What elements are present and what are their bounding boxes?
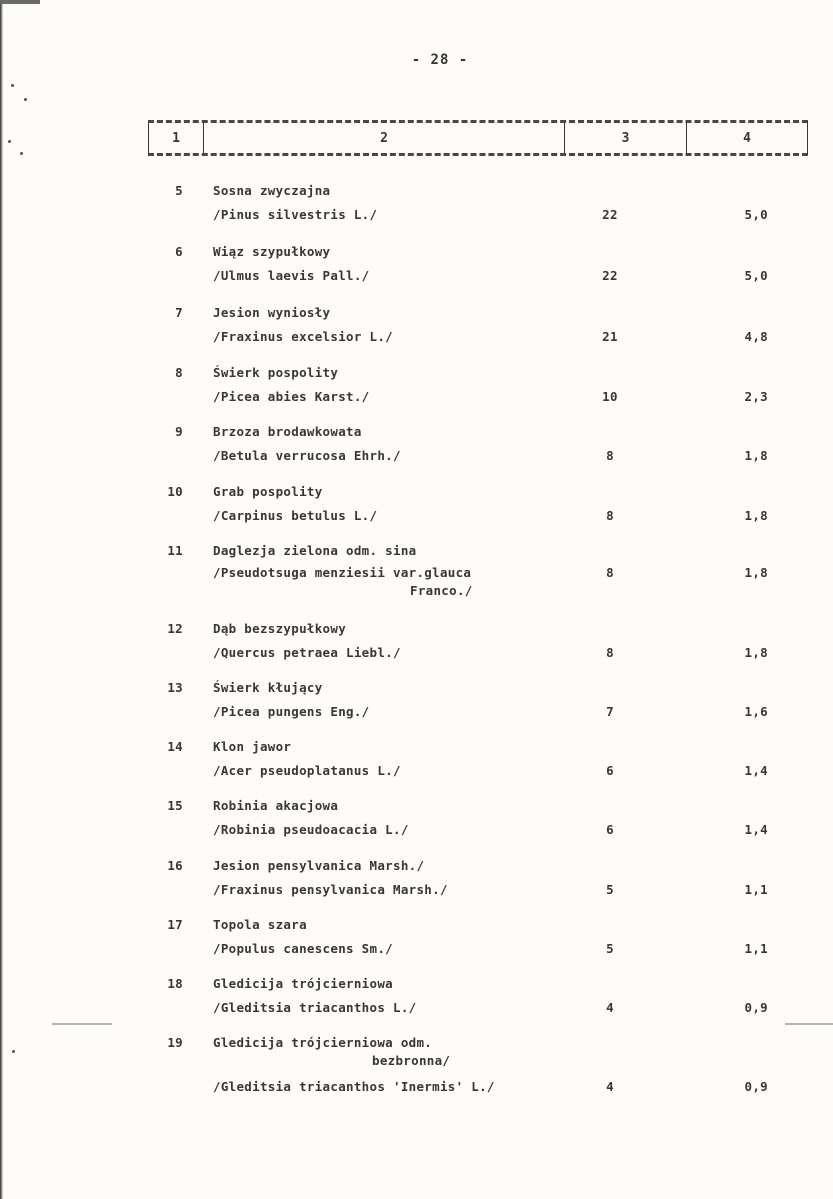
row-number: 15 (167, 798, 183, 813)
latin-name-continued: Franco./ (410, 583, 473, 598)
row-number: 6 (175, 244, 183, 259)
latin-name: /Carpinus betulus L./ (213, 508, 378, 523)
row-number: 12 (167, 621, 183, 636)
latin-name: /Acer pseudoplatanus L./ (213, 763, 401, 778)
percent-value: 0,9 (744, 1000, 768, 1015)
row-number: 14 (167, 739, 183, 754)
latin-name: /Betula verrucosa Ehrh./ (213, 448, 401, 463)
latin-name: /Picea abies Karst./ (213, 389, 370, 404)
polish-name: Brzoza brodawkowata (213, 424, 362, 439)
count-value: 8 (606, 448, 614, 463)
latin-name: /Quercus petraea Liebl./ (213, 645, 401, 660)
polish-name: Daglezja zielona odm. sina (213, 543, 417, 558)
polish-name: Wiąz szypułkowy (213, 244, 331, 259)
column-header-2: 2 (204, 123, 565, 153)
table-header (148, 120, 808, 156)
row-number: 8 (175, 365, 183, 380)
count-value: 8 (606, 565, 614, 580)
row-number: 11 (167, 543, 183, 558)
row-number: 5 (175, 183, 183, 198)
polish-name: Jesion wyniosły (213, 305, 331, 320)
count-value: 7 (606, 704, 614, 719)
row-number: 9 (175, 424, 183, 439)
percent-value: 1,8 (744, 565, 768, 580)
row-number: 17 (167, 917, 183, 932)
count-value: 22 (602, 268, 618, 283)
polish-name: Sosna zwyczajna (213, 183, 331, 198)
percent-value: 0,9 (744, 1079, 768, 1094)
scan-corner-shadow (0, 0, 40, 4)
count-value: 6 (606, 763, 614, 778)
row-number: 16 (167, 858, 183, 873)
row-number: 18 (167, 976, 183, 991)
polish-name: Topola szara (213, 917, 307, 932)
polish-name-continued: bezbronna/ (372, 1053, 451, 1068)
row-number: 19 (167, 1035, 183, 1050)
percent-value: 4,8 (744, 329, 768, 344)
polish-name: Gledicija trójcierniowa (213, 976, 393, 991)
percent-value: 1,1 (744, 941, 768, 956)
count-value: 8 (606, 508, 614, 523)
count-value: 22 (602, 207, 618, 222)
count-value: 4 (606, 1079, 614, 1094)
column-header-1: 1 (149, 123, 204, 153)
latin-name: /Populus canescens Sm./ (213, 941, 393, 956)
margin-mark-right (785, 1023, 833, 1025)
latin-name: /Pseudotsuga menziesii var.glauca (213, 565, 472, 580)
scan-edge-shadow (0, 0, 3, 1199)
count-value: 5 (606, 882, 614, 897)
polish-name: Świerk kłujący (213, 680, 323, 695)
latin-name: /Fraxinus pensylvanica Marsh./ (213, 882, 448, 897)
column-header-4: 4 (743, 130, 751, 146)
row-number: 7 (175, 305, 183, 320)
count-value: 5 (606, 941, 614, 956)
percent-value: 1,4 (744, 763, 768, 778)
count-value: 4 (606, 1000, 614, 1015)
count-value: 10 (602, 389, 618, 404)
latin-name: /Fraxinus excelsior L./ (213, 329, 393, 344)
percent-value: 5,0 (744, 268, 768, 283)
percent-value: 1,8 (744, 645, 768, 660)
polish-name: Klon jawor (213, 739, 292, 754)
scan-speck (11, 84, 14, 87)
polish-name: Robinia akacjowa (213, 798, 339, 813)
percent-value: 5,0 (744, 207, 768, 222)
polish-name: Świerk pospolity (213, 365, 339, 380)
polish-name: Dąb bezszypułkowy (213, 621, 347, 636)
latin-name: /Robinia pseudoacacia L./ (213, 822, 409, 837)
polish-name: Jesion pensylvanica Marsh./ (213, 858, 425, 873)
latin-name: /Gleditsia triacanthos 'Inermis' L./ (213, 1079, 495, 1094)
latin-name: /Gleditsia triacanthos L./ (213, 1000, 417, 1015)
scan-speck (12, 1050, 15, 1053)
polish-name: Grab pospolity (213, 484, 323, 499)
row-number: 10 (167, 484, 183, 499)
percent-value: 1,8 (744, 508, 768, 523)
percent-value: 1,4 (744, 822, 768, 837)
polish-name: Gledicija trójcierniowa odm. (213, 1035, 433, 1050)
margin-mark-left (52, 1023, 112, 1025)
latin-name: /Pinus silvestris L./ (213, 207, 378, 222)
latin-name: /Ulmus laevis Pall./ (213, 268, 370, 283)
column-header-3: 3 (565, 123, 687, 153)
count-value: 8 (606, 645, 614, 660)
row-number: 13 (167, 680, 183, 695)
scan-speck (20, 152, 23, 155)
count-value: 6 (606, 822, 614, 837)
percent-value: 2,3 (744, 389, 768, 404)
scan-speck (8, 140, 11, 143)
latin-name: /Picea pungens Eng./ (213, 704, 370, 719)
percent-value: 1,6 (744, 704, 768, 719)
count-value: 21 (602, 329, 618, 344)
page-number: - 28 - (411, 52, 469, 68)
percent-value: 1,8 (744, 448, 768, 463)
scan-speck (24, 98, 27, 101)
percent-value: 1,1 (744, 882, 768, 897)
